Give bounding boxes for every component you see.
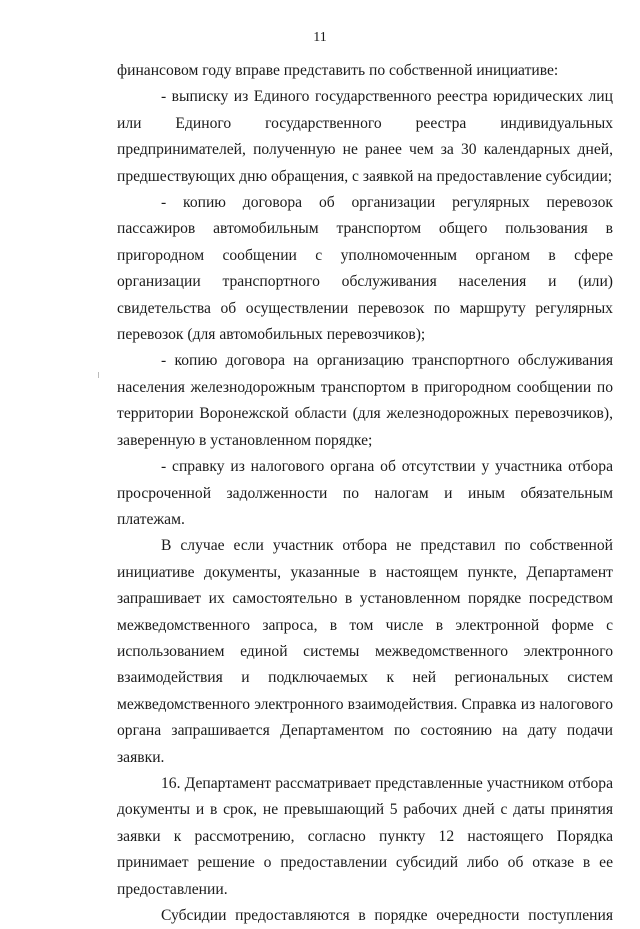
paragraph-bus-contract [117,190,613,348]
page-number: 11 [313,30,327,45]
text-line: 16. Департамент рассматривает представленные участником отбора [161,774,613,792]
paragraph-egrul-extract [117,84,613,190]
paragraph-continuation [117,58,613,84]
text-line: заверенную в установленном порядке; [117,431,373,449]
text-line: Субсидии предоставляются в порядке очередности поступления [161,907,613,924]
text-line: инициативе документы, указанные в настоящем пункте, Департамент [117,563,613,581]
paragraph-rail-contract [117,348,613,454]
text-line: межведомственного электронного взаимодействия. Справка из налогового [117,695,613,713]
text-line: обслуживания населения и (или) свидетельства об осуществлении перевозок [117,273,613,317]
text-line: - выписку из Единого государственного реестра юридических лиц или [117,88,613,132]
text-line: территории Воронежской области (для железнодорожных перевозчиков), [117,405,613,423]
text-line: органа запрашивается Департаментом по состоянию на дату подачи заявки. [117,722,613,766]
text-line: автомобильным транспортом общего пользования в пригородном сообщении [117,220,613,264]
text-line: обращения, с заявкой на предоставление субсидии; [271,167,613,185]
text-line: межведомственного запроса, в том числе в электронной форме с [117,616,613,634]
text-line: - копию договора на организацию транспортного обслуживания [161,352,613,370]
paragraph-subsidies-order [117,903,613,929]
text-line: взаимодействия и подключаемых к ней региональных систем [117,669,613,687]
text-line: просроченной задолженности по налогам и иным обязательным платежам. [117,484,613,528]
paragraph-interagency-request [117,533,613,771]
text-line: использованием единой системы межведомственного электронного [117,642,613,660]
text-line: по маршруту регулярных перевозок (для автомобильных перевозчиков); [117,299,613,344]
text-line: Единого государственного реестра индивидуальных предпринимателей, [117,114,613,159]
paragraph-item-16 [117,771,613,903]
text-line: В случае если участник отбора не представил по собственной [161,537,613,555]
text-line: заявки к рассмотрению, согласно пункту 12 настоящего Порядка принимает [117,827,613,872]
paragraph-tax-certificate [117,454,613,533]
text-line: - копию договора об организации регулярных перевозок пассажиров [117,194,613,238]
text-line: населения железнодорожным транспортом в пригородном сообщении по [117,378,613,396]
document-body [117,58,613,929]
text-line: с уполномоченным органом в сфере организации транспортного [117,246,613,291]
text-line: решение о предоставлении субсидий либо об отказе в ее предоставлении. [117,854,613,898]
text-line: документы и в срок, не превышающий 5 рабочих дней с даты принятия [117,801,613,819]
text-line: запрашивает их самостоятельно в установленном порядке посредством [117,590,613,608]
text-line: финансовом году вправе представить по собственной инициативе: [117,62,559,79]
margin-mark [98,372,99,378]
text-line: - справку из налогового органа об отсутствии у участника отбора [161,458,613,476]
text-line: полученную не ранее чем за 30 календарных дней, предшествующих дню [117,141,613,185]
